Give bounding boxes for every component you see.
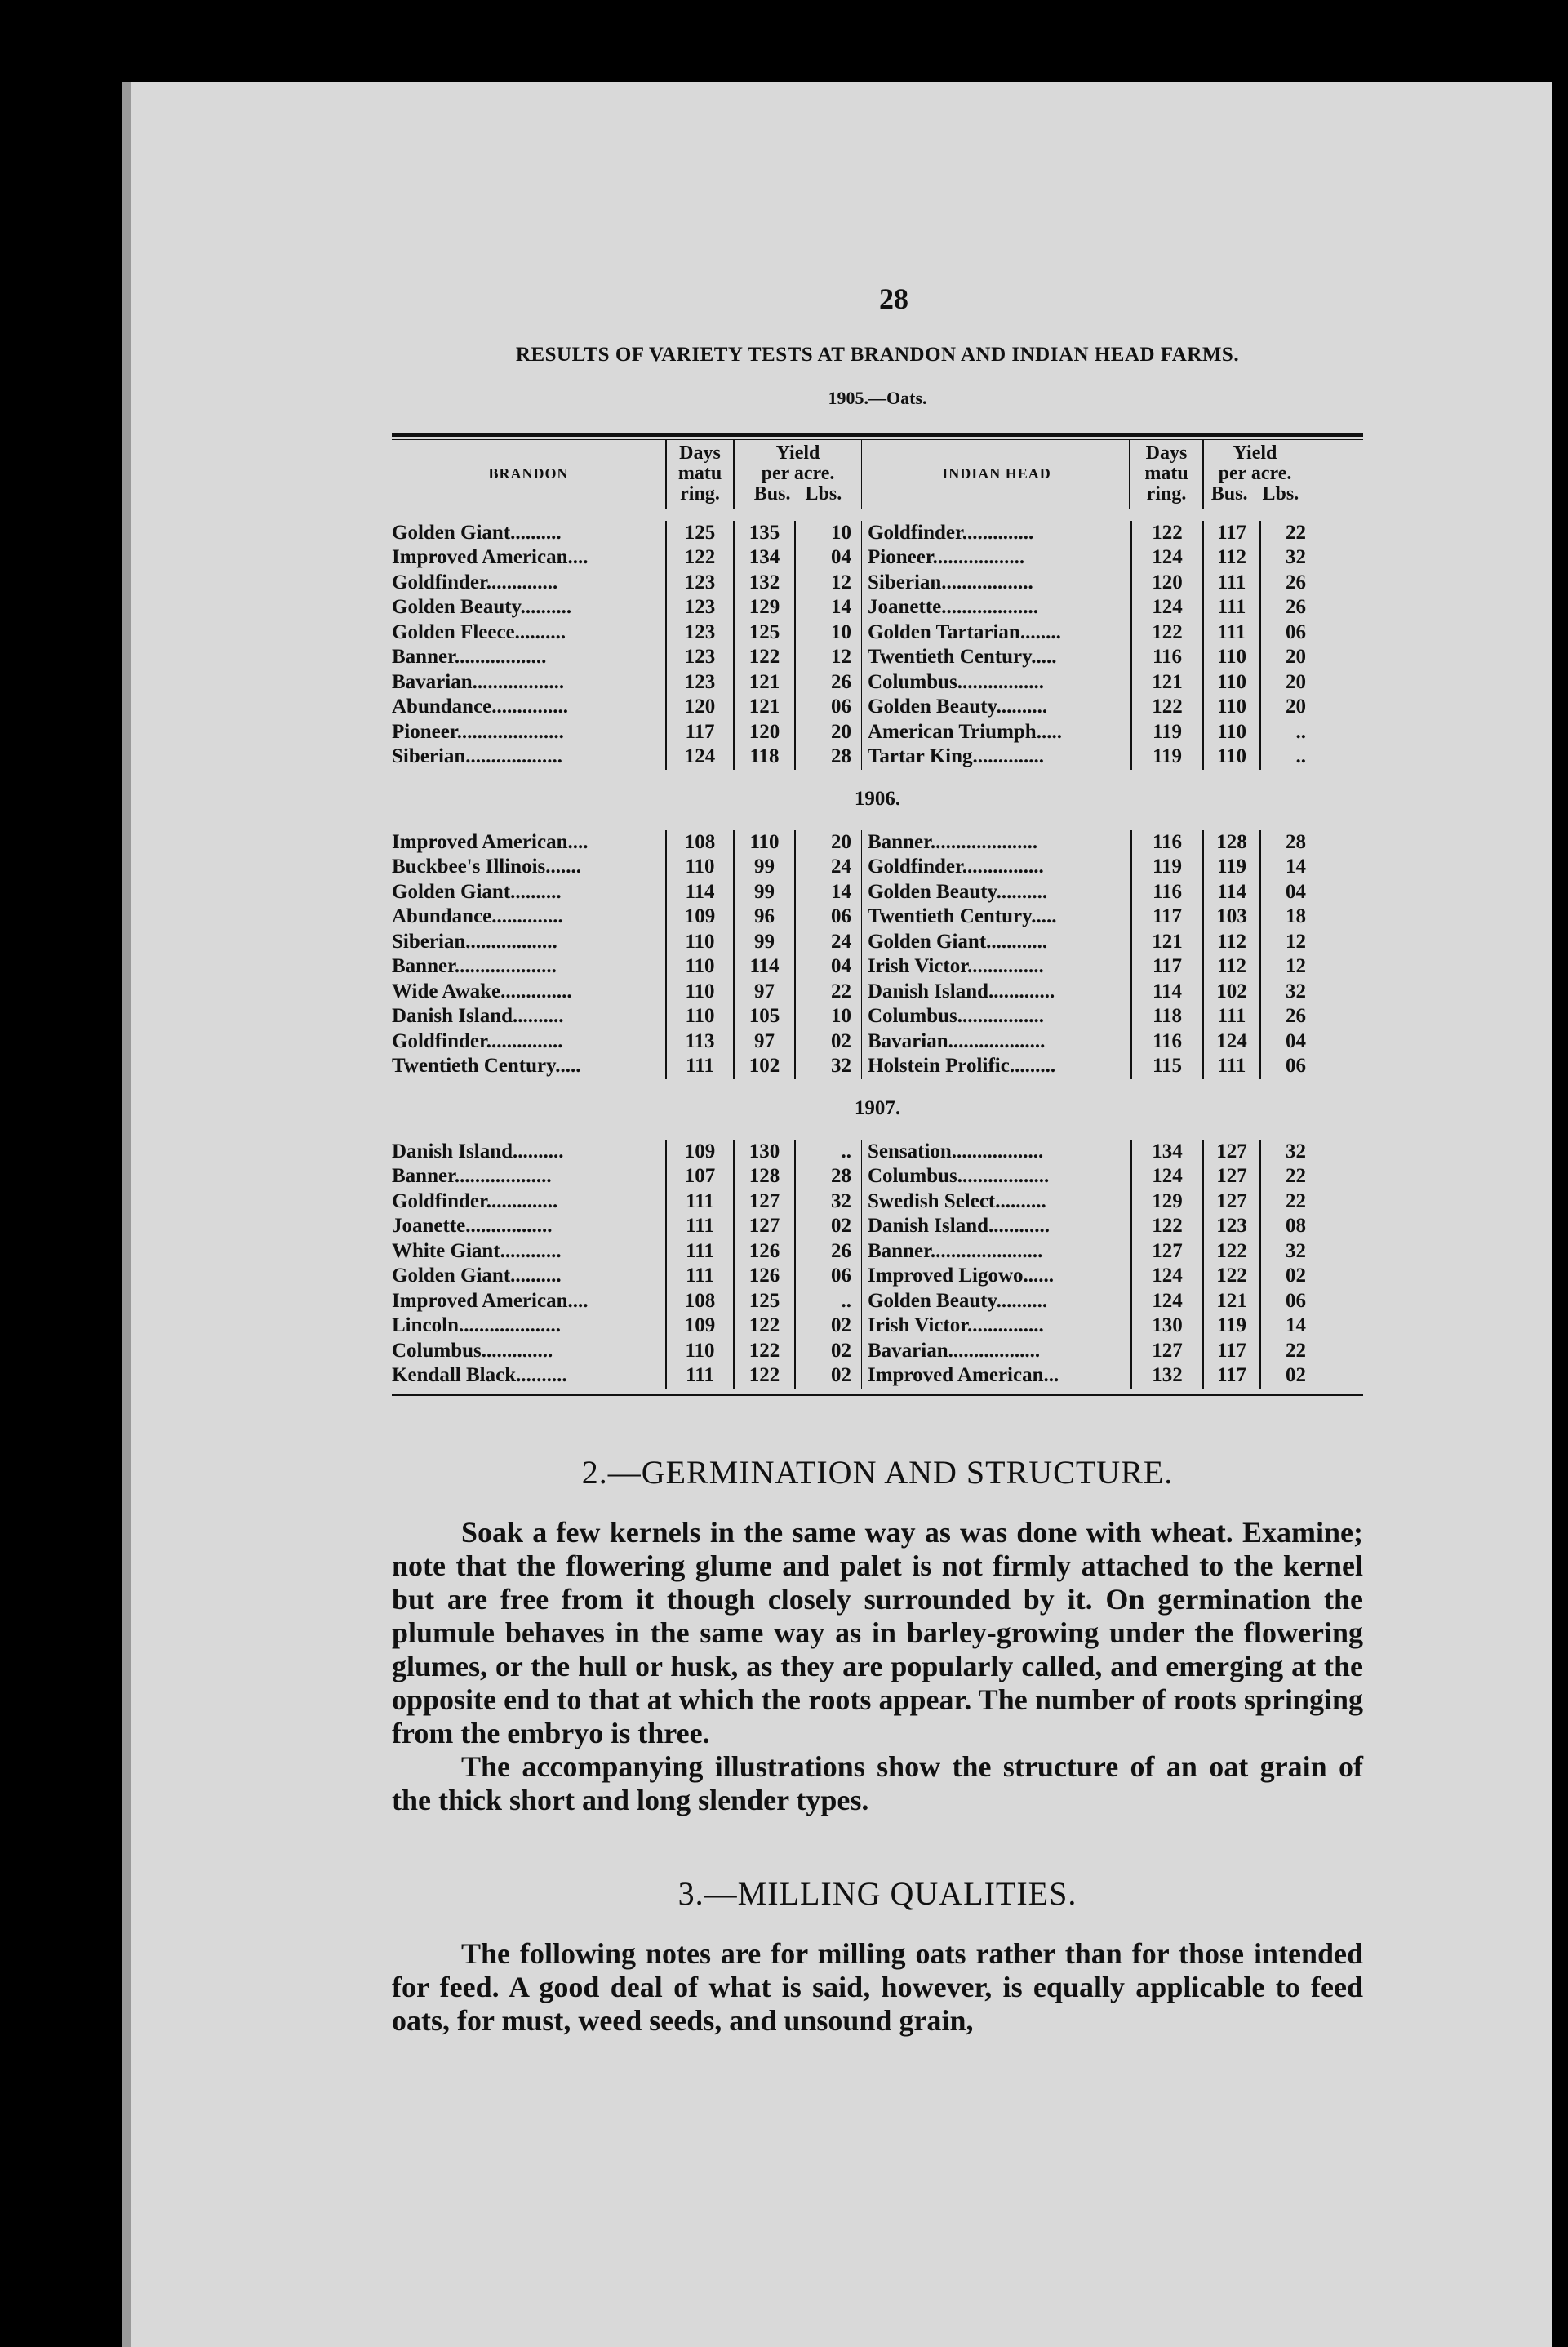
- indian-head-variety-cell: Bavarian...................: [861, 1029, 1130, 1055]
- indian-head-variety-cell: Joanette...................: [861, 595, 1130, 620]
- indian-head-variety-cell: Tartar King..............: [861, 745, 1130, 770]
- indian-head-bushels-cell: 112: [1204, 545, 1261, 571]
- indian-head-days-cell: 119: [1130, 720, 1204, 745]
- indian-head-variety-cell: Improved Ligowo......: [861, 1264, 1130, 1289]
- indian-head-variety-cell: Bavarian..................: [861, 1339, 1130, 1364]
- brandon-bushels-cell: 114: [735, 954, 796, 980]
- indian-head-variety-cell: Golden Beauty..........: [861, 880, 1130, 905]
- brandon-pounds-cell: 02: [831, 1215, 851, 1238]
- indian-head-days-cell: 134: [1130, 1140, 1204, 1165]
- indian-head-variety-cell: Irish Victor...............: [861, 1314, 1130, 1339]
- brandon-pounds-cell: 32: [831, 1189, 851, 1212]
- brandon-pounds-cell: 26: [831, 1239, 851, 1262]
- indian-head-days-cell: 116: [1130, 1029, 1204, 1055]
- indian-head-bushels-cell: 103: [1204, 905, 1261, 930]
- brandon-bushels-cell: 97: [735, 980, 796, 1005]
- indian-head-variety-cell: Golden Beauty..........: [861, 1289, 1130, 1314]
- indian-head-days-cell: 121: [1130, 670, 1204, 696]
- indian-head-pounds-cell: 32: [1286, 1239, 1306, 1262]
- brandon-pounds-cell: 04: [831, 955, 851, 978]
- brandon-pounds-cell: 10: [831, 521, 851, 544]
- indian-head-bushels-cell: 117: [1204, 1339, 1261, 1364]
- brandon-days-cell: 123: [665, 670, 735, 696]
- indian-head-days-cell: 124: [1130, 595, 1204, 620]
- indian-head-bushels-cell: 110: [1204, 745, 1261, 770]
- indian-head-pounds-cell: 06: [1286, 1055, 1306, 1078]
- indian-head-pounds-cell: 32: [1286, 546, 1306, 569]
- brandon-pounds-cell: 10: [831, 1005, 851, 1028]
- indian-head-pounds-cell: 20: [1286, 670, 1306, 693]
- brandon-variety-cell: Lincoln....................: [392, 1314, 561, 1337]
- indian-head-variety-cell: Banner......................: [861, 1239, 1130, 1265]
- header-days-brandon: Days matu ring.: [665, 440, 735, 509]
- indian-head-pounds-cell: 14: [1286, 1314, 1306, 1337]
- indian-head-pounds-cell: 02: [1286, 1364, 1306, 1387]
- indian-head-days-cell: 124: [1130, 1164, 1204, 1189]
- brandon-pounds-cell: 26: [831, 670, 851, 693]
- brandon-bushels-cell: 126: [735, 1239, 796, 1265]
- brandon-pounds-cell: 02: [831, 1364, 851, 1387]
- indian-head-days-cell: 117: [1130, 905, 1204, 930]
- indian-head-pounds-cell: 12: [1286, 930, 1306, 953]
- indian-head-variety-cell: Columbus.................: [861, 1004, 1130, 1029]
- brandon-bushels-cell: 125: [735, 620, 796, 646]
- block-spacer: [392, 509, 1363, 521]
- brandon-days-cell: 120: [665, 695, 735, 720]
- brandon-bushels-cell: 134: [735, 545, 796, 571]
- indian-head-pounds-cell: 20: [1286, 696, 1306, 718]
- brandon-days-cell: 125: [665, 521, 735, 546]
- header-brandon: BRANDON: [488, 465, 569, 482]
- indian-head-days-cell: 114: [1130, 980, 1204, 1005]
- brandon-days-cell: 110: [665, 954, 735, 980]
- brandon-variety-cell: Danish Island..........: [392, 1140, 564, 1162]
- indian-head-days-cell: 115: [1130, 1054, 1204, 1079]
- brandon-variety-cell: Goldfinder...............: [392, 1029, 563, 1052]
- brandon-days-cell: 123: [665, 571, 735, 596]
- indian-head-days-cell: 116: [1130, 645, 1204, 670]
- brandon-days-cell: 124: [665, 745, 735, 770]
- brandon-bushels-cell: 97: [735, 1029, 796, 1055]
- table-block: [392, 830, 1363, 1079]
- brandon-bushels-cell: 130: [735, 1140, 796, 1165]
- brandon-variety-cell: Banner...................: [392, 1165, 552, 1188]
- brandon-bushels-cell: 121: [735, 670, 796, 696]
- brandon-pounds-cell: 24: [831, 930, 851, 953]
- indian-head-bushels-cell: 111: [1204, 571, 1261, 596]
- indian-head-days-cell: 119: [1130, 855, 1204, 880]
- brandon-bushels-cell: 122: [735, 1314, 796, 1339]
- indian-head-bushels-cell: 117: [1204, 1363, 1261, 1389]
- brandon-bushels-cell: 105: [735, 1004, 796, 1029]
- indian-head-bushels-cell: 110: [1204, 720, 1261, 745]
- table-subheading: 1905.—Oats.: [828, 388, 927, 408]
- indian-head-days-cell: 129: [1130, 1189, 1204, 1215]
- indian-head-pounds-cell: 26: [1286, 1005, 1306, 1028]
- indian-head-variety-cell: Twentieth Century.....: [861, 905, 1130, 930]
- brandon-days-cell: 123: [665, 620, 735, 646]
- brandon-days-cell: 111: [665, 1239, 735, 1265]
- indian-head-days-cell: 119: [1130, 745, 1204, 770]
- brandon-days-cell: 123: [665, 645, 735, 670]
- indian-head-bushels-cell: 119: [1204, 855, 1261, 880]
- indian-head-pounds-cell: 32: [1286, 1140, 1306, 1162]
- brandon-pounds-cell: ..: [841, 1140, 851, 1162]
- brandon-days-cell: 111: [665, 1189, 735, 1215]
- indian-head-days-cell: 117: [1130, 954, 1204, 980]
- brandon-pounds-cell: 02: [831, 1314, 851, 1337]
- section-3-title: 3.—MILLING QUALITIES.: [677, 1874, 1077, 1912]
- indian-head-bushels-cell: 127: [1204, 1164, 1261, 1189]
- indian-head-pounds-cell: 08: [1286, 1215, 1306, 1238]
- indian-head-bushels-cell: 127: [1204, 1189, 1261, 1215]
- section-2-paragraph-1: Soak a few kernels in the same way as was done with wheat. Examine; note that the flowering glume and palet is not firmly attached to the kernel but are free from it though closely surrounded by it. On germination the plumule behaves in the same way as in barley-growing under the flowering glumes, or the hull or husk, as they are popularly called, and emerging at the opposite end to that at which the roots appear. The number of roots springing from the embryo is three.: [392, 1515, 1363, 1749]
- brandon-variety-cell: Siberian..................: [392, 930, 557, 953]
- brandon-days-cell: 108: [665, 830, 735, 856]
- indian-head-days-cell: 124: [1130, 545, 1204, 571]
- indian-head-pounds-cell: 22: [1286, 1165, 1306, 1188]
- brandon-pounds-cell: 28: [831, 1165, 851, 1188]
- brandon-variety-cell: Abundance..............: [392, 905, 563, 928]
- brandon-bushels-cell: 96: [735, 905, 796, 930]
- brandon-variety-cell: Golden Giant..........: [392, 1265, 562, 1287]
- indian-head-variety-cell: Banner.....................: [861, 830, 1130, 856]
- indian-head-pounds-cell: 04: [1286, 880, 1306, 903]
- brandon-variety-cell: Banner....................: [392, 955, 557, 978]
- brandon-days-cell: 109: [665, 1140, 735, 1165]
- indian-head-pounds-cell: 14: [1286, 856, 1306, 878]
- indian-head-variety-cell: Improved American...: [861, 1363, 1130, 1389]
- brandon-pounds-cell: 06: [831, 1265, 851, 1287]
- brandon-bushels-cell: 127: [735, 1214, 796, 1239]
- brandon-days-cell: 110: [665, 1004, 735, 1029]
- indian-head-bushels-cell: 102: [1204, 980, 1261, 1005]
- brandon-variety-cell: Goldfinder..............: [392, 1189, 558, 1212]
- brandon-variety-cell: Pioneer.....................: [392, 720, 564, 743]
- brandon-bushels-cell: 135: [735, 521, 796, 546]
- table-header: [392, 440, 1363, 509]
- brandon-variety-cell: Improved American....: [392, 546, 589, 569]
- brandon-variety-cell: Abundance...............: [392, 696, 569, 718]
- header-days-indian-head: Days matu ring.: [1130, 440, 1204, 509]
- brandon-pounds-cell: 22: [831, 980, 851, 1002]
- indian-head-variety-cell: Siberian..................: [861, 571, 1130, 596]
- brandon-days-cell: 117: [665, 720, 735, 745]
- indian-head-variety-cell: Twentieth Century.....: [861, 645, 1130, 670]
- brandon-pounds-cell: 10: [831, 620, 851, 643]
- brandon-variety-cell: Golden Fleece..........: [392, 620, 566, 643]
- indian-head-bushels-cell: 110: [1204, 695, 1261, 720]
- indian-head-pounds-cell: 20: [1286, 646, 1306, 669]
- brandon-days-cell: 110: [665, 930, 735, 955]
- indian-head-days-cell: 127: [1130, 1339, 1204, 1364]
- brandon-bushels-cell: 122: [735, 645, 796, 670]
- brandon-pounds-cell: 20: [831, 830, 851, 853]
- indian-head-variety-cell: American Triumph.....: [861, 720, 1130, 745]
- indian-head-days-cell: 132: [1130, 1363, 1204, 1389]
- indian-head-variety-cell: Danish Island.............: [861, 980, 1130, 1005]
- brandon-days-cell: 110: [665, 980, 735, 1005]
- indian-head-days-cell: 130: [1130, 1314, 1204, 1339]
- indian-head-bushels-cell: 114: [1204, 880, 1261, 905]
- indian-head-bushels-cell: 112: [1204, 954, 1261, 980]
- brandon-days-cell: 109: [665, 1314, 735, 1339]
- brandon-pounds-cell: 12: [831, 571, 851, 593]
- brandon-variety-cell: Twentieth Century.....: [392, 1055, 581, 1078]
- brandon-bushels-cell: 132: [735, 571, 796, 596]
- brandon-days-cell: 113: [665, 1029, 735, 1055]
- indian-head-days-cell: 122: [1130, 1214, 1204, 1239]
- brandon-pounds-cell: 24: [831, 856, 851, 878]
- brandon-pounds-cell: 14: [831, 880, 851, 903]
- indian-head-days-cell: 120: [1130, 571, 1204, 596]
- brandon-pounds-cell: 02: [831, 1029, 851, 1052]
- brandon-bushels-cell: 120: [735, 720, 796, 745]
- indian-head-variety-cell: Goldfinder..............: [861, 521, 1130, 546]
- indian-head-pounds-cell: 28: [1286, 830, 1306, 853]
- brandon-pounds-cell: ..: [841, 1289, 851, 1312]
- brandon-pounds-cell: 02: [831, 1339, 851, 1362]
- indian-head-variety-cell: Holstein Prolific.........: [861, 1054, 1130, 1079]
- indian-head-variety-cell: Golden Beauty..........: [861, 695, 1130, 720]
- table-block: [392, 1140, 1363, 1389]
- brandon-variety-cell: Improved American....: [392, 1289, 589, 1312]
- indian-head-pounds-cell: 06: [1286, 620, 1306, 643]
- indian-head-bushels-cell: 128: [1204, 830, 1261, 856]
- brandon-variety-cell: Goldfinder..............: [392, 571, 558, 593]
- brandon-variety-cell: Siberian...................: [392, 745, 563, 768]
- brandon-variety-cell: Improved American....: [392, 830, 589, 853]
- indian-head-pounds-cell: 26: [1286, 596, 1306, 619]
- brandon-bushels-cell: 118: [735, 745, 796, 770]
- indian-head-bushels-cell: 127: [1204, 1140, 1261, 1165]
- brandon-bushels-cell: 110: [735, 830, 796, 856]
- brandon-variety-cell: Bavarian..................: [392, 670, 565, 693]
- brandon-variety-cell: Golden Beauty..........: [392, 596, 572, 619]
- indian-head-bushels-cell: 117: [1204, 521, 1261, 546]
- indian-head-bushels-cell: 111: [1204, 1054, 1261, 1079]
- brandon-bushels-cell: 99: [735, 930, 796, 955]
- brandon-bushels-cell: 128: [735, 1164, 796, 1189]
- page-number: 28: [879, 282, 908, 315]
- brandon-days-cell: 107: [665, 1164, 735, 1189]
- indian-head-variety-cell: Sensation..................: [861, 1140, 1130, 1165]
- indian-head-variety-cell: Golden Giant............: [861, 930, 1130, 955]
- brandon-bushels-cell: 121: [735, 695, 796, 720]
- indian-head-days-cell: 124: [1130, 1264, 1204, 1289]
- indian-head-bushels-cell: 112: [1204, 930, 1261, 955]
- table-heading: RESULTS OF VARIETY TESTS AT BRANDON AND INDIAN HEAD FARMS.: [515, 344, 1240, 366]
- indian-head-days-cell: 127: [1130, 1239, 1204, 1265]
- indian-head-variety-cell: Columbus..................: [861, 1164, 1130, 1189]
- indian-head-days-cell: 122: [1130, 620, 1204, 646]
- brandon-days-cell: 109: [665, 905, 735, 930]
- brandon-days-cell: 111: [665, 1363, 735, 1389]
- indian-head-bushels-cell: 110: [1204, 670, 1261, 696]
- indian-head-bushels-cell: 124: [1204, 1029, 1261, 1055]
- indian-head-variety-cell: Goldfinder................: [861, 855, 1130, 880]
- brandon-bushels-cell: 125: [735, 1289, 796, 1314]
- brandon-bushels-cell: 126: [735, 1264, 796, 1289]
- brandon-days-cell: 111: [665, 1054, 735, 1079]
- brandon-days-cell: 108: [665, 1289, 735, 1314]
- indian-head-pounds-cell: ..: [1295, 720, 1306, 743]
- brandon-pounds-cell: 12: [831, 646, 851, 669]
- year-heading: 1907.: [854, 1096, 901, 1119]
- indian-head-pounds-cell: 12: [1286, 955, 1306, 978]
- indian-head-pounds-cell: 22: [1286, 1339, 1306, 1362]
- brandon-days-cell: 111: [665, 1264, 735, 1289]
- brandon-variety-cell: Banner..................: [392, 646, 547, 669]
- indian-head-bushels-cell: 122: [1204, 1239, 1261, 1265]
- brandon-variety-cell: White Giant............: [392, 1239, 562, 1262]
- indian-head-variety-cell: Columbus.................: [861, 670, 1130, 696]
- brandon-variety-cell: Danish Island..........: [392, 1005, 564, 1028]
- table-body: [392, 509, 1363, 1389]
- brandon-pounds-cell: 28: [831, 745, 851, 768]
- header-yield-indian-head: Yield per acre. Bus. Lbs.: [1210, 442, 1299, 505]
- section-2-title: 2.—GERMINATION AND STRUCTURE.: [581, 1453, 1174, 1491]
- indian-head-variety-cell: Pioneer..................: [861, 545, 1130, 571]
- table-block: [392, 521, 1363, 770]
- indian-head-pounds-cell: 22: [1286, 1189, 1306, 1212]
- brandon-days-cell: 110: [665, 855, 735, 880]
- brandon-pounds-cell: 04: [831, 546, 851, 569]
- indian-head-days-cell: 124: [1130, 1289, 1204, 1314]
- indian-head-pounds-cell: 22: [1286, 521, 1306, 544]
- indian-head-days-cell: 122: [1130, 695, 1204, 720]
- indian-head-variety-cell: Danish Island............: [861, 1214, 1130, 1239]
- indian-head-bushels-cell: 111: [1204, 620, 1261, 646]
- indian-head-days-cell: 116: [1130, 880, 1204, 905]
- indian-head-bushels-cell: 123: [1204, 1214, 1261, 1239]
- brandon-pounds-cell: 14: [831, 596, 851, 619]
- scanned-page: [122, 82, 1552, 2347]
- section-2-paragraph-2: The accompanying illustrations show the structure of an oat grain of the thick short and long slender types.: [392, 1749, 1363, 1816]
- indian-head-bushels-cell: 122: [1204, 1264, 1261, 1289]
- brandon-variety-cell: Golden Giant..........: [392, 880, 562, 903]
- table-bottom-rule: [392, 1394, 1363, 1396]
- brandon-bushels-cell: 122: [735, 1339, 796, 1364]
- brandon-days-cell: 110: [665, 1339, 735, 1364]
- brandon-bushels-cell: 102: [735, 1054, 796, 1079]
- indian-head-bushels-cell: 110: [1204, 645, 1261, 670]
- brandon-days-cell: 111: [665, 1214, 735, 1239]
- indian-head-pounds-cell: 26: [1286, 571, 1306, 593]
- indian-head-variety-cell: Swedish Select..........: [861, 1189, 1130, 1215]
- indian-head-bushels-cell: 111: [1204, 1004, 1261, 1029]
- indian-head-pounds-cell: 02: [1286, 1265, 1306, 1287]
- brandon-bushels-cell: 122: [735, 1363, 796, 1389]
- brandon-variety-cell: Buckbee's Illinois.......: [392, 856, 581, 878]
- brandon-variety-cell: Wide Awake..............: [392, 980, 572, 1002]
- indian-head-variety-cell: Golden Tartarian........: [861, 620, 1130, 646]
- indian-head-pounds-cell: ..: [1295, 745, 1306, 768]
- brandon-bushels-cell: 99: [735, 880, 796, 905]
- brandon-pounds-cell: 32: [831, 1055, 851, 1078]
- indian-head-bushels-cell: 119: [1204, 1314, 1261, 1339]
- header-yield-brandon: Yield per acre. Bus. Lbs.: [753, 442, 842, 505]
- brandon-variety-cell: Kendall Black..........: [392, 1364, 567, 1387]
- indian-head-days-cell: 121: [1130, 930, 1204, 955]
- header-indian-head: INDIAN HEAD: [861, 440, 1130, 509]
- brandon-bushels-cell: 127: [735, 1189, 796, 1215]
- section-3-paragraph-1: The following notes are for milling oats rather than for those intended for feed. A good deal of what is said, however, is equally applicable to feed oats, for must, weed seeds, and unsound grain,: [392, 1936, 1363, 2037]
- brandon-days-cell: 123: [665, 595, 735, 620]
- indian-head-pounds-cell: 18: [1286, 905, 1306, 928]
- page-content: [392, 282, 1363, 2038]
- year-heading: 1906.: [854, 787, 901, 810]
- indian-head-pounds-cell: 04: [1286, 1029, 1306, 1052]
- indian-head-bushels-cell: 111: [1204, 595, 1261, 620]
- indian-head-days-cell: 118: [1130, 1004, 1204, 1029]
- brandon-bushels-cell: 99: [735, 855, 796, 880]
- brandon-bushels-cell: 129: [735, 595, 796, 620]
- indian-head-days-cell: 122: [1130, 521, 1204, 546]
- brandon-variety-cell: Golden Giant..........: [392, 521, 562, 544]
- indian-head-days-cell: 116: [1130, 830, 1204, 856]
- brandon-pounds-cell: 20: [831, 720, 851, 743]
- brandon-days-cell: 122: [665, 545, 735, 571]
- brandon-variety-cell: Columbus..............: [392, 1339, 553, 1362]
- indian-head-pounds-cell: 06: [1286, 1289, 1306, 1312]
- brandon-variety-cell: Joanette.................: [392, 1215, 553, 1238]
- indian-head-variety-cell: Irish Victor...............: [861, 954, 1130, 980]
- indian-head-pounds-cell: 32: [1286, 980, 1306, 1002]
- indian-head-bushels-cell: 121: [1204, 1289, 1261, 1314]
- brandon-pounds-cell: 06: [831, 696, 851, 718]
- brandon-days-cell: 114: [665, 880, 735, 905]
- table-top-rule: [392, 433, 1363, 437]
- brandon-pounds-cell: 06: [831, 905, 851, 928]
